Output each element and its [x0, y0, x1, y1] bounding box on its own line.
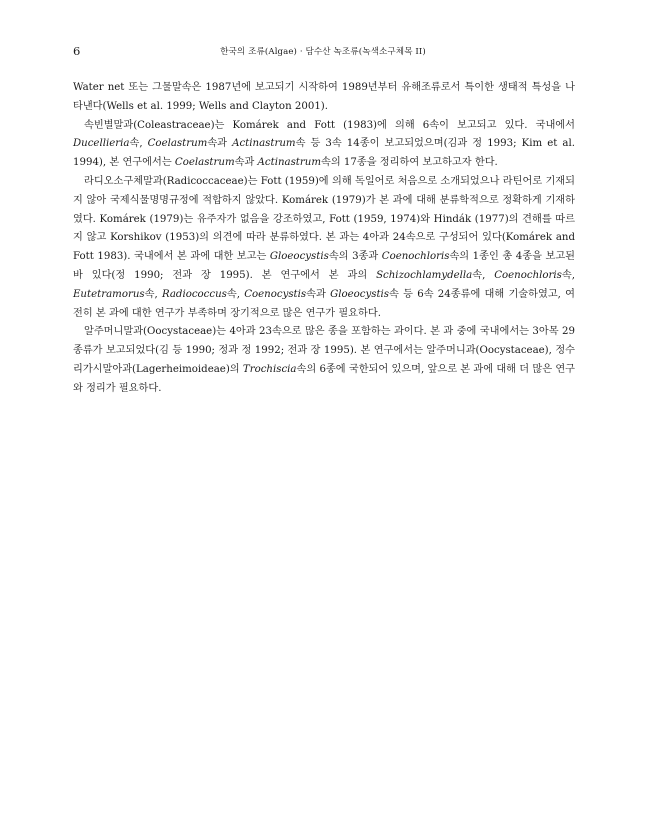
italic-taxon-name: Actinastrum: [232, 138, 296, 150]
italic-taxon-name: Eutetramorus: [73, 288, 145, 300]
text-run: 속의 6종에 국한되어 있으며, 앞으로 본 과에 대해 더 많은 연구와 정리가 필요하다.: [73, 363, 576, 394]
text-run: 속과: [207, 138, 233, 150]
text-run: Water net 또는 그물말속은 1987년에 보고되기 시작하여 1989년부터 유해조류로서 특이한 생태적 특성을 나타낸다(Wells et al. 1999; Wells and Clayton 2001).: [73, 82, 575, 112]
italic-taxon-name: Radiococcus: [161, 288, 227, 300]
italic-taxon-name: Gloeocystis: [269, 251, 329, 263]
text-run: 속과: [234, 157, 258, 169]
text-run: 속 등 6속 24종류에 대해 기술하였고, 여전히 본 과에 대한 연구가 부족하며 장기적으로 많은 연구가 필요하다.: [73, 288, 575, 319]
text-run: 라디오소구체말과(Radicoccaceae)는 Fott (1959)에 의해 독일어로 처음으로 소개되었으나 라틴어로 기재되지 않아 국제식물명명규정에 적합하지 않았다. Komárek (1979)가 본 과에 대해 분류학적으로 정확하게 기재하였다. Komárek (1979)는 유주자가 없음을 강조하였고, Fott (1959, 1974)와 Hindák (1977)의 견해를 따르지 않고 Korshikov (1953)의 의견에 따라 분류하였다. 본 과는 4아과 24속으로 구성되어 있다(Komárek and Fott 1983). 국내에서 본 과에 대한 보고는: [73, 175, 575, 263]
text-run: 속과: [306, 288, 331, 300]
text-run: 속,: [472, 269, 495, 281]
italic-taxon-name: Coenochloris: [494, 269, 562, 281]
text-run: 속,: [129, 138, 148, 150]
text-run: 속의 1종인 총 4종을 보고된 바 있다(정 1990; 전과 장 1995). 본 연구에서 본 과의: [73, 251, 576, 281]
page-number: 6: [73, 44, 81, 58]
text-run: 속,: [144, 288, 162, 300]
text-run: 속,: [561, 269, 575, 281]
text-run: 속빈별말과(Coleastraceae)는 Komárek and Fott (1983)에 의해 6속이 보고되고 있다. 국내에서: [84, 119, 575, 131]
italic-taxon-name: Schizochlamydella: [376, 269, 473, 281]
text-run: 속,: [226, 288, 245, 300]
text-run: 속의 3종과: [328, 251, 382, 263]
running-title: 한국의 조류(Algae) · 담수산 녹조류(녹색소구체목 II): [220, 47, 426, 57]
italic-taxon-name: Coenocystis: [244, 288, 307, 300]
body-text: [73, 79, 575, 399]
paragraph: [73, 173, 575, 323]
paragraph: [73, 323, 575, 398]
paragraph: [73, 79, 575, 117]
italic-taxon-name: Ducellieria: [73, 138, 130, 150]
italic-taxon-name: Trochiscia: [242, 363, 297, 375]
italic-taxon-name: Gloeocystis: [330, 288, 390, 300]
italic-taxon-name: Coenochloris: [381, 251, 450, 263]
text-run: 속의 17종을 정리하여 보고하고자 한다.: [321, 157, 498, 169]
italic-taxon-name: Actinastrum: [257, 157, 321, 169]
italic-taxon-name: Coelastrum: [147, 138, 208, 150]
text-run: 속 등 3속 14종이 보고되었으며(김과 정 1993; Kim et al. 1994), 본 연구에서는: [73, 138, 576, 169]
page-header: [73, 44, 573, 60]
italic-taxon-name: Coelastrum: [174, 157, 235, 169]
text-run: 알주머니말과(Oocystaceae)는 4아과 23속으로 많은 종을 포함하는 과이다. 본 과 중에 국내에서는 3아목 29종류가 보고되었다(김 등 1990; 정과 정 1992; 전과 장 1995). 본 연구에서는 알주머니과(Oocystaceae), 정수리가시말아과(Lagerheimoideae)의: [73, 326, 575, 375]
paragraph: [73, 117, 575, 173]
